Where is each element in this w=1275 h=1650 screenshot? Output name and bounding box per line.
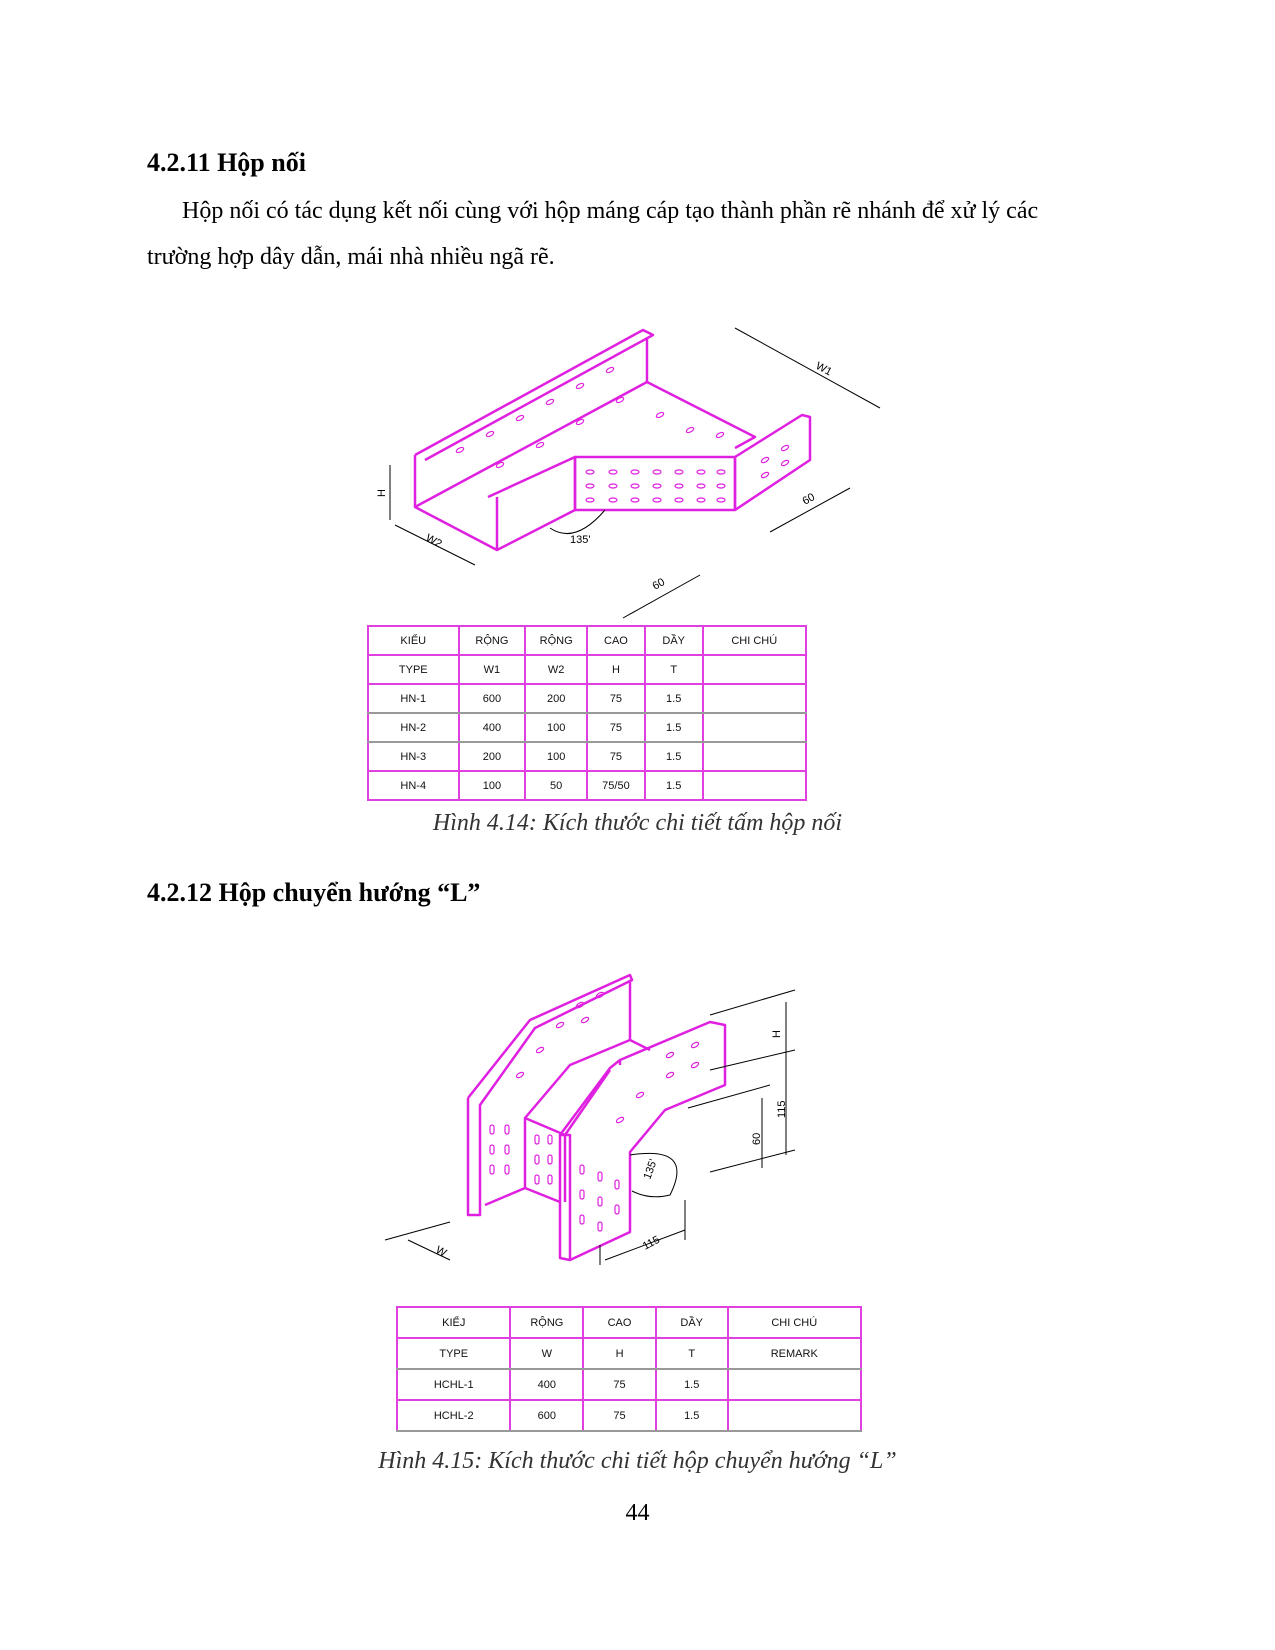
table-header-cell: CHI CHÚ	[703, 626, 806, 655]
table-header-cell: TYPE	[368, 655, 459, 684]
figure-caption-4-14: Hình 4.14: Kích thước chi tiết tấm hộp nối	[432, 810, 843, 836]
table-cell: 50	[525, 771, 587, 800]
section-heading-4-2-12: 4.2.12 Hộp chuyển hướng “L”	[147, 878, 481, 907]
table-header-row-en	[397, 1338, 861, 1369]
dim-label-60: 60	[751, 1132, 763, 1145]
table-cell: 400	[459, 713, 526, 742]
table-cell	[703, 742, 806, 771]
table-row	[368, 684, 806, 713]
table-cell: 100	[459, 771, 526, 800]
junction-box-spec-table	[367, 625, 807, 801]
figure-caption-4-15: Hình 4.15: Kích thước chi tiết hộp chuyển hướng “L”	[378, 1448, 897, 1474]
table-header-cell: W1	[459, 655, 526, 684]
dim-label-115-horizontal: 115	[640, 1233, 662, 1253]
table-header-cell: CAO	[583, 1307, 656, 1338]
table-cell: 100	[525, 713, 587, 742]
table-cell: 400	[510, 1369, 583, 1400]
table-header-cell: W2	[525, 655, 587, 684]
dim-label-w2: W2	[423, 532, 444, 551]
table-header-cell: RỘNG	[459, 626, 526, 655]
dim-label-h: H	[376, 489, 388, 497]
table-cell: 1.5	[656, 1369, 728, 1400]
table-header-cell: RỘNG	[510, 1307, 583, 1338]
table-header-cell: CAO	[587, 626, 645, 655]
table-cell: 200	[459, 742, 526, 771]
table-row	[368, 771, 806, 800]
angle-label-135: 135'	[641, 1157, 660, 1182]
dim-label-h: H	[771, 1030, 783, 1038]
table-cell: 1.5	[645, 742, 703, 771]
table-cell: HN-4	[368, 771, 459, 800]
dim-label-w: W	[433, 1244, 449, 1260]
table-header-cell: KIỂU	[368, 626, 459, 655]
table-cell: 1.5	[656, 1400, 728, 1431]
dim-label-60-bottom: 60	[650, 576, 668, 593]
table-cell	[703, 771, 806, 800]
table-header-cell: TYPE	[397, 1338, 510, 1369]
table-header-cell	[703, 655, 806, 684]
table-cell: 75	[587, 684, 645, 713]
table-header-cell: RỘNG	[525, 626, 587, 655]
page-number: 44	[625, 1500, 650, 1526]
table-header-cell: T	[656, 1338, 728, 1369]
table-header-cell: KIỂJ	[397, 1307, 510, 1338]
table-header-cell: DẦY	[645, 626, 703, 655]
dim-label-115-vertical: 115	[776, 1100, 788, 1118]
table-header-row-en	[368, 655, 806, 684]
table-cell: HN-1	[368, 684, 459, 713]
table-row	[368, 742, 806, 771]
table-cell: 75	[587, 742, 645, 771]
table-header-cell: T	[645, 655, 703, 684]
table-header-cell: DẦY	[656, 1307, 728, 1338]
table-row	[397, 1369, 861, 1400]
table-cell: HCHL-1	[397, 1369, 510, 1400]
dim-label-w1: W1	[813, 360, 834, 379]
l-turn-box-spec-table	[396, 1306, 862, 1432]
table-cell: 1.5	[645, 771, 703, 800]
table-header-row-vi	[368, 626, 806, 655]
table-cell	[703, 684, 806, 713]
table-cell: 100	[525, 742, 587, 771]
section-heading-4-2-11: 4.2.11 Hộp nối	[147, 148, 306, 177]
table-cell: 75	[587, 713, 645, 742]
table-header-cell: REMARK	[728, 1338, 861, 1369]
table-cell: 200	[525, 684, 587, 713]
table-header-cell: W	[510, 1338, 583, 1369]
table-cell: 600	[510, 1400, 583, 1431]
table-header-cell: H	[587, 655, 645, 684]
table-cell: 600	[459, 684, 526, 713]
table-cell: 75	[583, 1369, 656, 1400]
table-cell: 1.5	[645, 713, 703, 742]
table-row	[397, 1400, 861, 1431]
table-cell: 1.5	[645, 684, 703, 713]
paragraph-line-2: trường hợp dây dẫn, mái nhà nhiều ngã rẽ.	[147, 244, 555, 270]
table-row	[368, 713, 806, 742]
l-turn-box-drawing	[380, 940, 800, 1260]
table-header-cell: H	[583, 1338, 656, 1369]
table-cell: HN-2	[368, 713, 459, 742]
table-header-row-vi	[397, 1307, 861, 1338]
angle-label-135: 135'	[570, 534, 591, 546]
table-cell: HN-3	[368, 742, 459, 771]
table-cell	[728, 1400, 861, 1431]
table-cell: 75	[583, 1400, 656, 1431]
table-header-cell: CHI CHÚ	[728, 1307, 861, 1338]
junction-box-drawing	[360, 300, 880, 620]
table-cell	[728, 1369, 861, 1400]
paragraph-line-1: Hộp nối có tác dụng kết nối cùng với hộp máng cáp tạo thành phần rẽ nhánh để xử lý các	[182, 198, 1039, 224]
table-cell	[703, 713, 806, 742]
table-cell: HCHL-2	[397, 1400, 510, 1431]
dim-label-60-right: 60	[800, 491, 818, 508]
table-cell: 75/50	[587, 771, 645, 800]
